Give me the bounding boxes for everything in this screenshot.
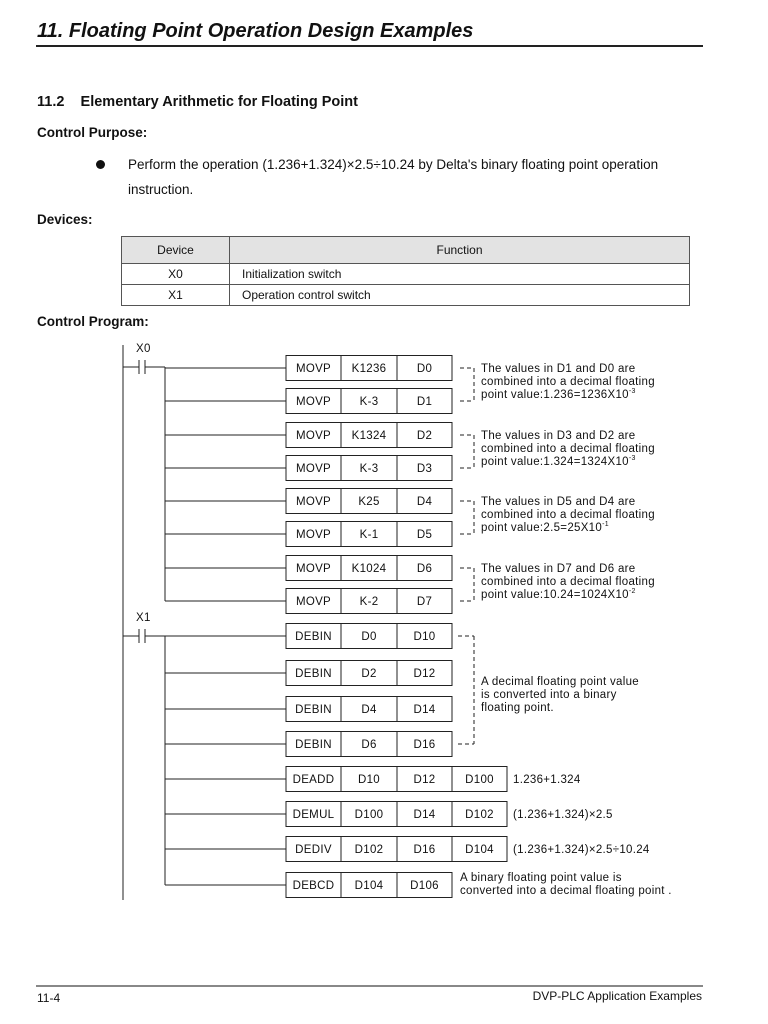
comment-text: converted into a decimal floating point . [460,885,672,897]
instruction-operand: K1024 [351,563,387,575]
instruction-operand: K-2 [359,596,379,608]
purpose-text-line2: instruction. [128,182,194,197]
comment-text: combined into a decimal floating [481,443,655,455]
instruction-operand: D16 [413,844,436,856]
comment-text: The values in D7 and D6 are [481,563,636,575]
instruction-mnemonic: MOVP [295,596,332,608]
comment-text: point $value:10.24=1024X10^{-2}$ [481,588,636,601]
comment-text: combined into a decimal floating [481,509,655,521]
instruction-operand: D12 [413,774,436,786]
instruction-operand: D3 [416,463,433,475]
instruction-operand: D12 [413,668,436,680]
devices-label: Devices: [37,212,93,227]
instruction-operand: D0 [416,363,433,375]
instruction-operand: D100 [354,809,384,821]
table-cell-device: X0 [122,264,230,285]
table-cell-function: Operation control switch [230,285,690,306]
instruction-operand: D6 [361,739,377,751]
instruction-operand: K-1 [359,529,379,541]
instruction-operand: D102 [465,809,494,821]
footer-rule [36,985,703,987]
instruction-mnemonic: DEBIN [295,668,332,680]
instruction-mnemonic: MOVP [295,430,332,442]
instruction-mnemonic: DEMUL [292,809,335,821]
contact-label: X0 [136,343,151,355]
comment-text: 1.236+1.324 [513,774,581,786]
table-header-function: Function [230,237,690,264]
instruction-operand: D104 [465,844,494,856]
instruction-operand: K25 [358,496,380,508]
chapter-title: 11. Floating Point Operation Design Examples [37,20,474,42]
comment-text: (1.236+1.324)×2.5 [513,809,613,821]
instruction-operand: D100 [465,774,494,786]
instruction-mnemonic: DEBIN [295,631,332,643]
instruction-operand: D10 [413,631,436,643]
instruction-operand: D4 [416,496,433,508]
instruction-mnemonic: DEDIV [295,844,332,856]
comment-text: combined into a decimal floating [481,376,655,388]
instruction-operand: D10 [358,774,380,786]
comment-text: combined into a decimal floating [481,576,655,588]
comment-text: point $value:1.236=1236X10^{-3}$ [481,388,636,401]
purpose-text-line1: Perform the operation (1.236+1.324)×2.5÷10.24 by Delta's binary floating point operation [128,157,659,172]
comment-text: The values in D3 and D2 are [481,430,636,442]
comment-text: A decimal floating point value [481,676,639,688]
instruction-operand: D0 [361,631,377,643]
instruction-operand: D1 [416,396,433,408]
instruction-operand: D14 [413,809,436,821]
instruction-operand: K-3 [359,463,379,475]
instruction-operand: D104 [354,880,384,892]
comment-text: A binary floating point value is [460,872,622,884]
instruction-operand: D7 [416,596,433,608]
comment-text: The values in D5 and D4 are [481,496,636,508]
instruction-mnemonic: DEBIN [295,739,332,751]
instruction-mnemonic: MOVP [295,363,332,375]
comment-text: (1.236+1.324)×2.5÷10.24 [513,844,650,856]
instruction-mnemonic: MOVP [295,529,332,541]
instruction-mnemonic: DEADD [292,774,335,786]
instruction-operand: D102 [354,844,384,856]
instruction-operand: D2 [361,668,377,680]
instruction-operand: D6 [416,563,433,575]
instruction-operand: D106 [410,880,439,892]
instruction-operand: K1236 [351,363,387,375]
instruction-mnemonic: MOVP [295,563,332,575]
table-cell-function: Initialization switch [230,264,690,285]
instruction-operand: D14 [413,704,436,716]
instruction-operand: D16 [413,739,436,751]
instruction-mnemonic: MOVP [295,496,332,508]
page-number: 11-4 [37,991,61,1005]
footer-title: DVP-PLC Application Examples [532,989,702,1003]
table-cell-device: X1 [122,285,230,306]
instruction-mnemonic: DEBCD [292,880,335,892]
instruction-operand: K-3 [359,396,379,408]
instruction-operand: K1324 [351,430,387,442]
comment-text: point $value:1.324=1324X10^{-3}$ [481,455,636,468]
instruction-mnemonic: DEBIN [295,704,332,716]
instruction-mnemonic: MOVP [295,463,332,475]
table-header-device: Device [122,237,230,264]
instruction-operand: D2 [416,430,433,442]
section-heading: 11.2 Elementary Arithmetic for Floating Point [37,94,358,110]
instruction-mnemonic: MOVP [295,396,332,408]
comment-text: point $value:2.5=25X10^{-1}$ [481,521,609,534]
contact-label: X1 [136,612,151,624]
comment-text: floating point. [481,702,554,714]
instruction-operand: D4 [361,704,377,716]
control-purpose-label: Control Purpose: [37,125,148,140]
control-program-label: Control Program: [37,314,149,329]
comment-text: The values in D1 and D0 are [481,363,636,375]
comment-text: is converted into a binary [481,689,617,701]
instruction-operand: D5 [416,529,433,541]
